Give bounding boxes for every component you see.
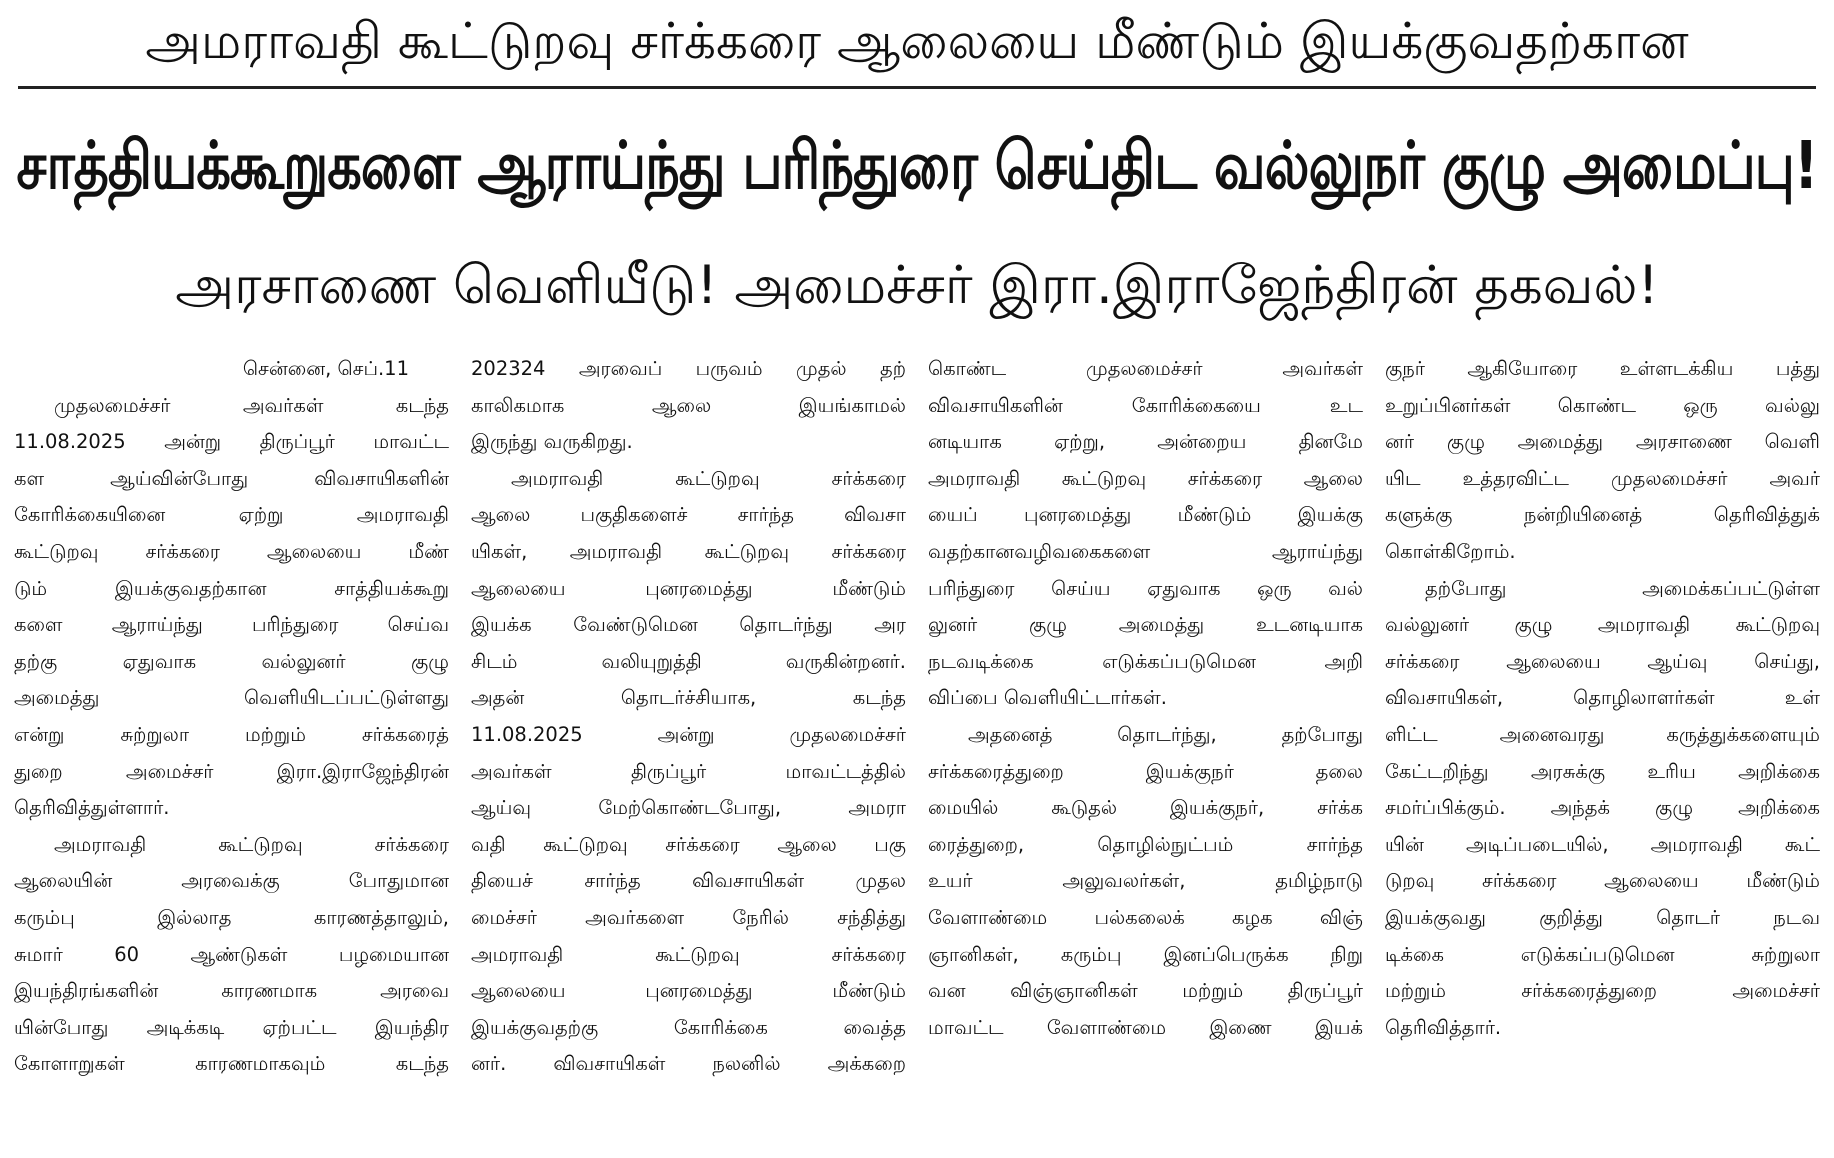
article-line: என்று சுற்றுலா மற்றும் சர்க்கரைத் [14, 722, 449, 746]
article-line: மாவட்ட வேளாண்மை இணை இயக் [928, 1015, 1363, 1039]
article-line: டும் இயக்குவதற்கான சாத்தியக்கூறு [14, 576, 449, 600]
article-line: யிட உத்தரவிட்ட முதலமைச்சர் அவர் [1385, 466, 1820, 490]
article-column-2 [471, 351, 906, 1131]
article-line: ளிட்ட அனைவரது கருத்துக்களையும் [1385, 722, 1820, 746]
article-line: உறுப்பினர்கள் கொண்ட ஒரு வல்லு [1385, 393, 1820, 417]
article-column-4 [1385, 351, 1820, 1131]
article-line: தெரிவித்துள்ளார். [14, 796, 170, 820]
article-line: வதற்கானவழிவகைகளை ஆராய்ந்து [928, 539, 1363, 563]
article-line: யிகள், அமராவதி கூட்டுறவு சர்க்கரை [471, 539, 906, 563]
article-column-3 [928, 351, 1363, 1131]
article-line: சிடம் வலியுறுத்தி வருகின்றனர். [471, 649, 906, 673]
article-line: 202324 அரவைப் பருவம் முதல் தற் [471, 357, 906, 380]
article-line: அமராவதி கூட்டுறவு சர்க்கரை [511, 466, 906, 490]
article-line: நடவடிக்கை எடுக்கப்படுமென அறி [928, 649, 1363, 673]
article-line: அமராவதி கூட்டுறவு சர்க்கரை [471, 942, 906, 966]
sub-headline: அரசாணை வெளியீடு! அமைச்சர் இரா.இராஜேந்திரன் தகவல்! [175, 255, 1659, 316]
article-line: மற்றும் சர்க்கரைத்துறை அமைச்சர் [1385, 979, 1820, 1003]
article-line: இயக்குவதற்கு கோரிக்கை வைத்த [471, 1015, 906, 1039]
article-line: சர்க்கரைத்துறை இயக்குநர் தலை [928, 759, 1363, 783]
article-line: தற்போது அமைக்கப்பட்டுள்ள [1425, 576, 1820, 600]
article-line: மையில் கூடுதல் இயக்குநர், சர்க்க [928, 796, 1363, 820]
article-line: லுனர் குழு அமைத்து உடனடியாக [928, 613, 1363, 637]
article-line: களுக்கு நன்றியினைத் தெரிவித்துக் [1385, 503, 1820, 527]
article-line: வதி கூட்டுறவு சர்க்கரை ஆலை பகு [471, 832, 906, 856]
article-line: மைச்சர் அவர்களை நேரில் சந்தித்து [471, 905, 906, 929]
dateline: சென்னை, செப்.11 [242, 357, 409, 380]
article-line: களை ஆராய்ந்து பரிந்துரை செய்வ [14, 613, 449, 637]
article-line: இயக்குவது குறித்து தொடர் நடவ [1385, 905, 1820, 929]
article-line: வன விஞ்ஞானிகள் மற்றும் திருப்பூர் [928, 979, 1363, 1003]
article-line: கரும்பு இல்லாத காரணத்தாலும், [14, 905, 449, 929]
article-line: ஆலையை புனரமைத்து மீண்டும் [471, 979, 906, 1003]
article-line: வேளாண்மை பல்கலைக் கழக விஞ் [928, 905, 1363, 929]
article-line: கூட்டுறவு சர்க்கரை ஆலையை மீண் [14, 539, 449, 563]
article-line: ஞானிகள், கரும்பு இனப்பெருக்க நிறு [928, 942, 1363, 966]
article-line: னடியாக ஏற்று, அன்றைய தினமே [928, 430, 1363, 454]
article-line: டுறவு சர்க்கரை ஆலையை மீண்டும் [1385, 869, 1820, 893]
article-line: கொள்கிறோம். [1385, 539, 1516, 563]
article-line: ஆய்வு மேற்கொண்டபோது, அமரா [471, 796, 906, 820]
article-line: தற்கு ஏதுவாக வல்லுனர் குழு [14, 649, 449, 673]
article-line: சமர்ப்பிக்கும். அந்தக் குழு அறிக்கை [1385, 796, 1820, 820]
article-body [14, 351, 1820, 1131]
article-line: 11.08.2025 அன்று முதலமைச்சர் [471, 722, 906, 746]
article-line: ஆலை பகுதிகளைச் சார்ந்த விவசா [471, 503, 906, 527]
main-headline: சாத்தியக்கூறுகளை ஆராய்ந்து பரிந்துரை செய்திட வல்லுநர் குழு அமைப்பு! [16, 126, 1818, 204]
article-line: சுமார் 60 ஆண்டுகள் பழமையான [14, 942, 449, 966]
article-column-1 [14, 351, 449, 1131]
article-line: பரிந்துரை செய்ய ஏதுவாக ஒரு வல் [928, 576, 1363, 600]
article-line: தியைச் சார்ந்த விவசாயிகள் முதல [471, 869, 906, 893]
article-line: உயர் அலுவலர்கள், தமிழ்நாடு [928, 869, 1363, 893]
article-line: அமராவதி கூட்டுறவு சர்க்கரை ஆலை [928, 466, 1363, 490]
article-line: கொண்ட முதலமைச்சர் அவர்கள் [928, 357, 1363, 380]
article-line: காலிகமாக ஆலை இயங்காமல் [471, 393, 906, 417]
article-line: குநர் ஆகியோரை உள்ளடக்கிய பத்து [1385, 357, 1820, 380]
article-line: அதன் தொடர்ச்சியாக, கடந்த [471, 686, 906, 710]
article-line: ஆலையை புனரமைத்து மீண்டும் [471, 576, 906, 600]
article-line: இருந்து வருகிறது. [471, 430, 633, 454]
article-line: துறை அமைச்சர் இரா.இராஜேந்திரன் [14, 759, 449, 783]
article-line: விவசாயிகள், தொழிலாளர்கள் உள் [1385, 686, 1820, 710]
article-line: அமராவதி கூட்டுறவு சர்க்கரை [54, 832, 449, 856]
article-line: வல்லுனர் குழு அமராவதி கூட்டுறவு [1385, 613, 1820, 637]
article-line: யின் அடிப்படையில், அமராவதி கூட் [1385, 832, 1820, 856]
article-line: னர். விவசாயிகள் நலனில் அக்கறை [471, 1052, 906, 1076]
article-line: அவர்கள் திருப்பூர் மாவட்டத்தில் [471, 759, 906, 783]
article-line: யின்போது அடிக்கடி ஏற்பட்ட இயந்திர [14, 1015, 449, 1039]
article-line: இயக்க வேண்டுமென தொடர்ந்து அர [471, 613, 906, 637]
article-line: கோரிக்கையினை ஏற்று அமராவதி [14, 503, 449, 527]
article-line: கேட்டறிந்து அரசுக்கு உரிய அறிக்கை [1385, 759, 1820, 783]
article-line: ரைத்துறை, தொழில்நுட்பம் சார்ந்த [928, 832, 1363, 856]
article-line: முதலமைச்சர் அவர்கள் கடந்த [54, 393, 449, 417]
article-line: விப்பை வெளியிட்டார்கள். [928, 686, 1167, 710]
header-divider [18, 86, 1816, 89]
article-line: விவசாயிகளின் கோரிக்கையை உட [928, 393, 1363, 417]
article-line: யைப் புனரமைத்து மீண்டும் இயக்கு [928, 503, 1363, 527]
article-line: 11.08.2025 அன்று திருப்பூர் மாவட்ட [14, 430, 449, 454]
article-line: னர் குழு அமைத்து அரசாணை வெளி [1385, 430, 1820, 454]
article-line: தெரிவித்தார். [1385, 1015, 1502, 1039]
article-line: அதனைத் தொடர்ந்து, தற்போது [968, 722, 1363, 746]
article-line: ஆலையின் அரவைக்கு போதுமான [14, 869, 449, 893]
kicker-headline: அமராவதி கூட்டுறவு சர்க்கரை ஆலையை மீண்டும் இயக்குவதற்கான [145, 12, 1689, 70]
article-line: அமைத்து வெளியிடப்பட்டுள்ளது [14, 686, 449, 710]
article-line: கோளாறுகள் காரணமாகவும் கடந்த [14, 1052, 449, 1076]
article-line: கள ஆய்வின்போது விவசாயிகளின் [14, 466, 449, 490]
article-line: டிக்கை எடுக்கப்படுமென சுற்றுலா [1385, 942, 1820, 966]
article-line: சர்க்கரை ஆலையை ஆய்வு செய்து, [1385, 649, 1820, 673]
article-line: இயந்திரங்களின் காரணமாக அரவை [14, 979, 449, 1003]
